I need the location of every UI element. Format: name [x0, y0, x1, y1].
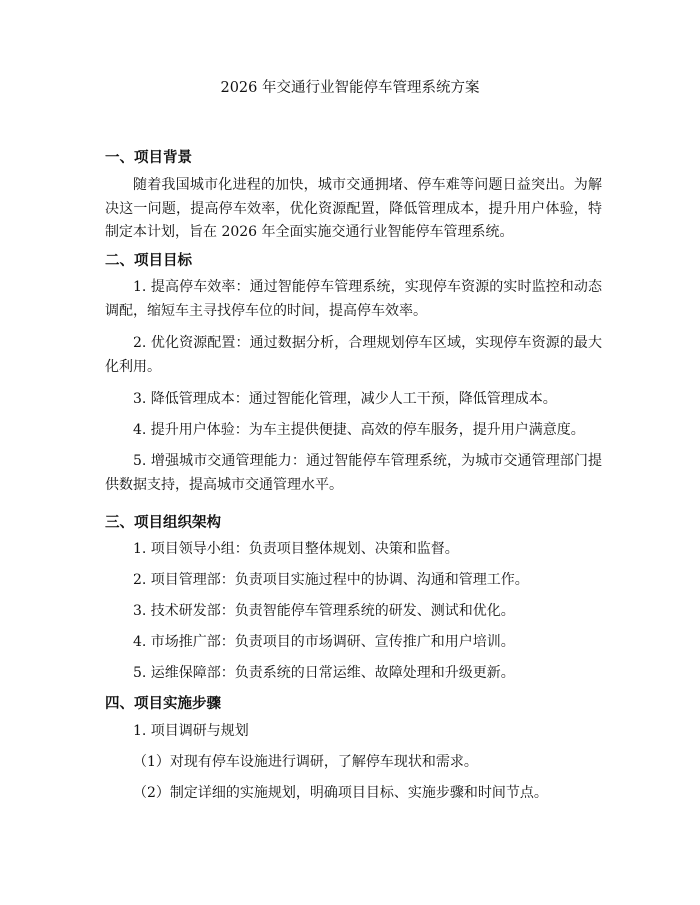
background-paragraph: 随着我国城市化进程的加快，城市交通拥堵、停车难等问题日益突出。为解决这一问题，提高停车效率，优化资源配置，降低管理成本，提升用户体验，特制定本计划，旨在 2026 年全面实施交通行业智能停车管理系统。	[105, 177, 602, 240]
org-item-1: 1. 项目领导小组：负责项目整体规划、决策和监督。	[133, 541, 459, 557]
org-item-5: 5. 运维保障部：负责系统的日常运维、故障处理和升级更新。	[133, 665, 515, 681]
goal-item-2: 2. 优化资源配置：通过数据分析，合理规划停车区域，实现停车资源的最大化利用。	[105, 335, 602, 375]
org-item-3: 3. 技术研发部：负责智能停车管理系统的研发、测试和优化。	[133, 603, 515, 619]
document-title: 2026 年交通行业智能停车管理系统方案	[220, 80, 480, 96]
goal-item-4: 4. 提升用户体验：为车主提供便捷、高效的停车服务，提升用户满意度。	[133, 422, 585, 438]
section-heading-implementation: 四、项目实施步骤	[105, 695, 221, 712]
step-item-1: 1. 项目调研与规划	[133, 723, 249, 739]
section-heading-background: 一、项目背景	[105, 149, 192, 166]
step-subitem-2: （2）制定详细的实施规划，明确项目目标、实施步骤和时间节点。	[133, 785, 548, 801]
goal-item-1: 1. 提高停车效率：通过智能停车管理系统，实现停车资源的实时监控和动态调配，缩短车主寻找停车位的时间，提高停车效率。	[105, 279, 602, 319]
goal-item-5: 5. 增强城市交通管理能力：通过智能停车管理系统，为城市交通管理部门提供数据支持，提高城市交通管理水平。	[105, 453, 602, 493]
section-heading-organization: 三、项目组织架构	[105, 514, 221, 531]
section-heading-goals: 二、项目目标	[105, 252, 192, 269]
org-item-2: 2. 项目管理部：负责项目实施过程中的协调、沟通和管理工作。	[133, 572, 529, 588]
step-subitem-1: （1）对现有停车设施进行调研，了解停车现状和需求。	[133, 754, 478, 770]
goal-item-3: 3. 降低管理成本：通过智能化管理，减少人工干预，降低管理成本。	[133, 391, 557, 407]
org-item-4: 4. 市场推广部：负责项目的市场调研、宣传推广和用户培训。	[133, 634, 515, 650]
